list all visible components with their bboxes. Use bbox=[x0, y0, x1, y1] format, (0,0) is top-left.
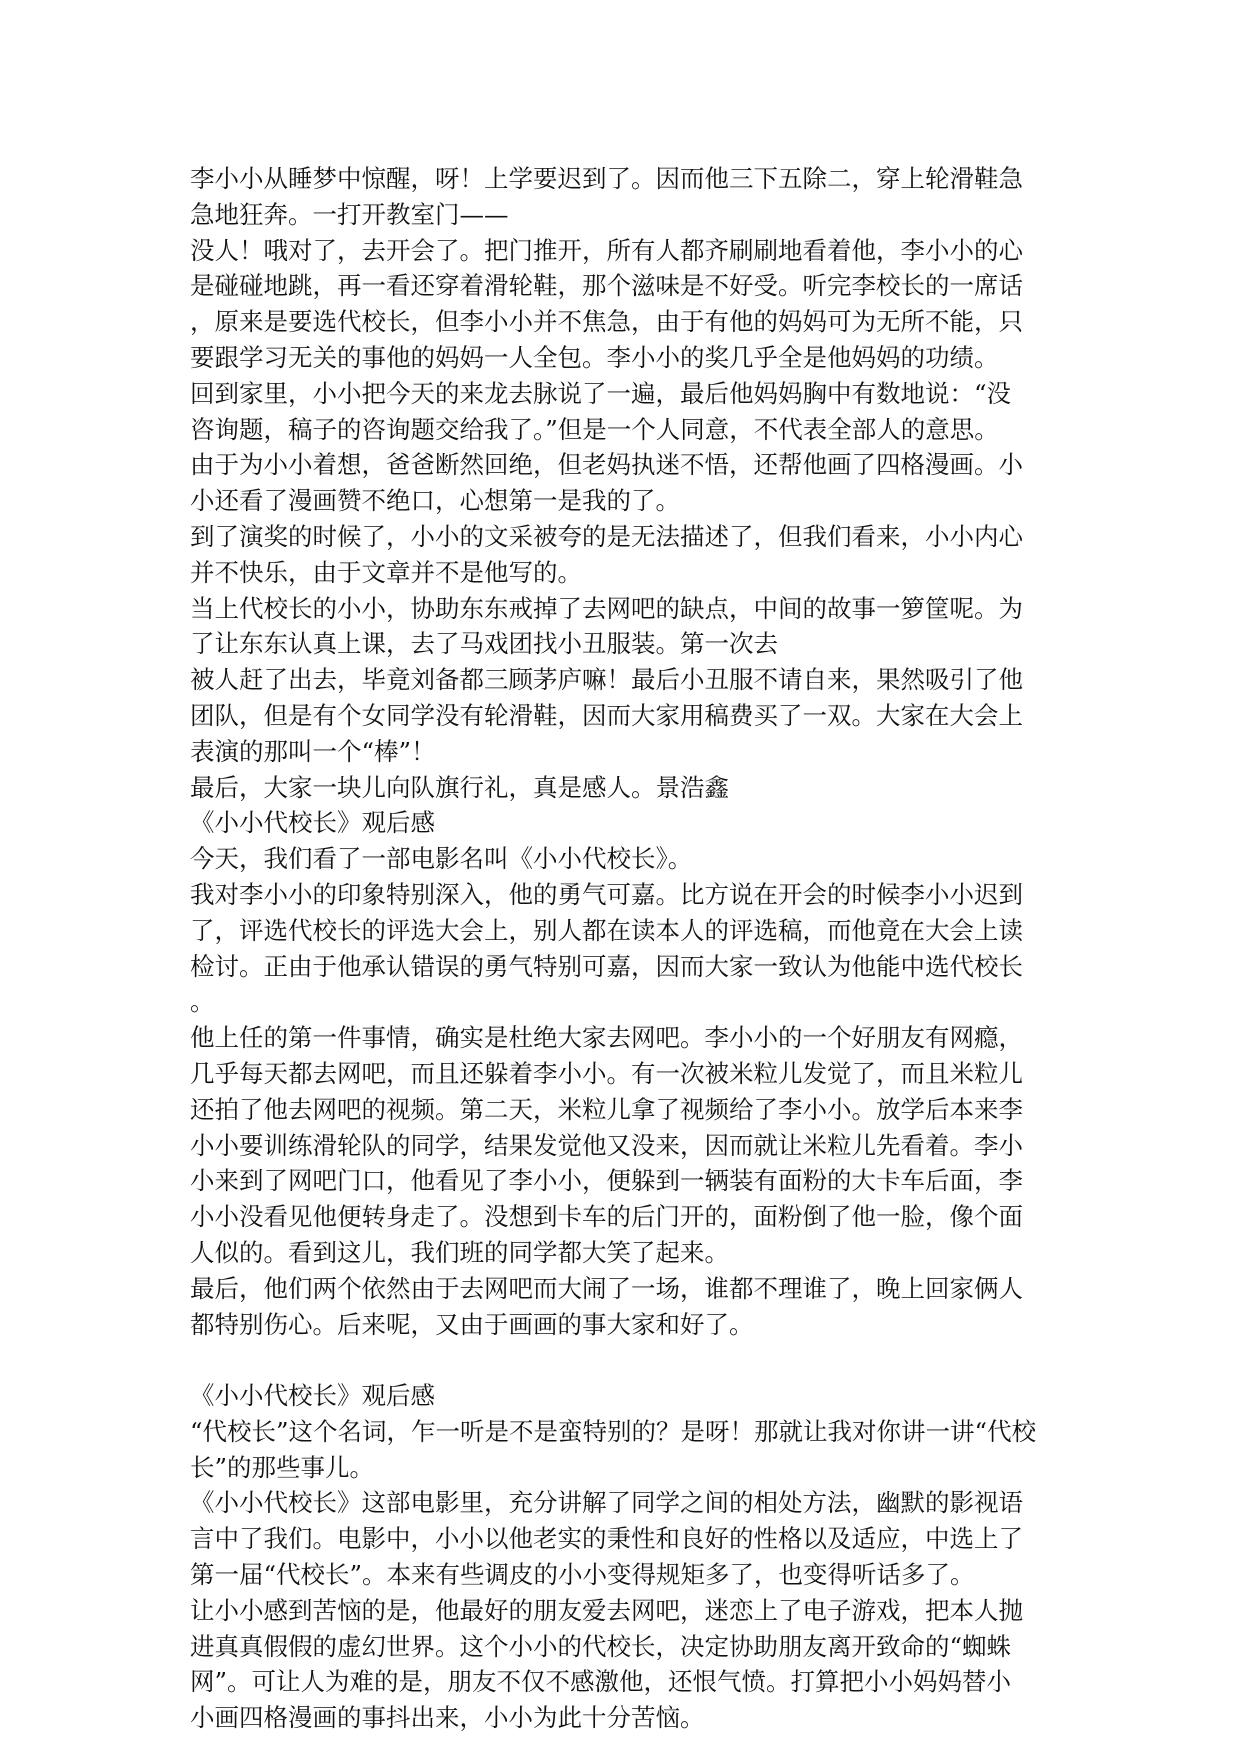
text-line: “代校长”这个名词，乍一听是不是蛮特别的？是呀！那就让我对你讲一讲“代校 bbox=[190, 1416, 1037, 1446]
text-line: 网”。可让人为难的是，朋友不仅不感激他，还恨气愤。打算把小小妈妈替小 bbox=[190, 1667, 1012, 1697]
text-line: 被人赶了出去，毕竟刘备都三顾茅庐嘛！最后小丑服不请自来，果然吸引了他 bbox=[190, 665, 1023, 695]
text-line: 小还看了漫画赞不绝口，心想第一是我的了。 bbox=[190, 486, 680, 516]
text-line: 是碰碰地跳，再一看还穿着滑轮鞋，那个滋味是不好受。听完李校长的一席话 bbox=[190, 271, 1023, 301]
text-line: ，原来是要选代校长，但李小小并不焦急，由于有他的妈妈可为无所不能，只 bbox=[190, 307, 1023, 337]
text-line: 了，评选代校长的评选大会上，别人都在读本人的评选稿，而他竟在大会上读 bbox=[190, 915, 1023, 945]
text-line: 今天，我们看了一部电影名叫《小小代校长》。 bbox=[190, 844, 693, 874]
blank-line bbox=[190, 1342, 1050, 1378]
text-line: 我对李小小的印象特别深入，他的勇气可嘉。比方说在开会的时候李小小迟到 bbox=[190, 879, 1023, 909]
text-line: 。 bbox=[190, 987, 215, 1017]
text-line: 并不快乐，由于文章并不是他写的。 bbox=[190, 557, 582, 587]
text-line: 《小小代校长》这部电影里，充分讲解了同学之间的相处方法，幽默的影视语 bbox=[190, 1488, 1023, 1518]
text-line: 最后，他们两个依然由于去网吧而大闹了一场，谁都不理谁了，晚上回家俩人 bbox=[190, 1273, 1023, 1303]
text-line: 都特别伤心。后来呢，又由于画画的事大家和好了。 bbox=[190, 1309, 754, 1339]
text-line: 小小要训练滑轮队的同学，结果发觉他又没来，因而就让米粒儿先看着。李小 bbox=[190, 1130, 1023, 1160]
text-line: 了让东东认真上课，去了马戏团找小丑服装。第一次去 bbox=[190, 629, 778, 659]
text-line: 人似的。看到这儿，我们班的同学都大笑了起来。 bbox=[190, 1237, 729, 1267]
text-line: 没人！哦对了，去开会了。把门推开，所有人都齐刷刷地看着他，李小小的心 bbox=[190, 235, 1023, 265]
text-line: 几乎每天都去网吧，而且还躲着李小小。有一次被米粒儿发觉了，而且米粒儿 bbox=[190, 1058, 1023, 1088]
text-line: 小来到了网吧门口，他看见了李小小，便躲到一辆装有面粉的大卡车后面，李 bbox=[190, 1166, 1023, 1196]
text-line: 由于为小小着想，爸爸断然回绝，但老妈执迷不悟，还帮他画了四格漫画。小 bbox=[190, 450, 1023, 480]
text-line: 咨询题，稿子的咨询题交给我了。”但是一个人同意，不代表全部人的意思。 bbox=[190, 414, 999, 444]
text-line: 要跟学习无关的事他的妈妈一人全包。李小小的奖几乎全是他妈妈的功绩。 bbox=[190, 342, 999, 372]
text-line: 言中了我们。电影中，小小以他老实的秉性和良好的性格以及适应，中选上了 bbox=[190, 1524, 1023, 1554]
text-line: 小小没看见他便转身走了。没想到卡车的后门开的，面粉倒了他一脸，像个面 bbox=[190, 1202, 1023, 1232]
text-line: 第一届“代校长”。本来有些调皮的小小变得规矩多了，也变得听话多了。 bbox=[190, 1560, 975, 1590]
document-body bbox=[190, 161, 1050, 1736]
text-line: 他上任的第一件事情，确实是杜绝大家去网吧。李小小的一个好朋友有网瘾， bbox=[190, 1023, 1023, 1053]
text-line: 长”的那些事儿。 bbox=[190, 1452, 375, 1482]
text-line: 最后，大家一块儿向队旗行礼，真是感人。景浩鑫 bbox=[190, 772, 729, 802]
text-line: 检讨。正由于他承认错误的勇气特别可嘉，因而大家一致认为他能中选代校长 bbox=[190, 951, 1023, 981]
text-line: 团队，但是有个女同学没有轮滑鞋，因而大家用稿费买了一双。大家在大会上 bbox=[190, 700, 1023, 730]
text-line: 小画四格漫画的事抖出来，小小为此十分苦恼。 bbox=[190, 1703, 705, 1733]
text-line: 当上代校长的小小，协助东东戒掉了去网吧的缺点，中间的故事一箩筐呢。为 bbox=[190, 593, 1023, 623]
text-line: 回到家里，小小把今天的来龙去脉说了一遍，最后他妈妈胸中有数地说：“没 bbox=[190, 378, 1012, 408]
text-line: 到了演奖的时候了，小小的文采被夸的是无法描述了，但我们看来，小小内心 bbox=[190, 521, 1023, 551]
section-title: 《小小代校长》观后感 bbox=[190, 808, 435, 838]
text-line: 让小小感到苦恼的是，他最好的朋友爱去网吧，迷恋上了电子游戏，把本人抛 bbox=[190, 1595, 1023, 1625]
text-line: 进真真假假的虚幻世界。这个小小的代校长，决定协助朋友离开致命的“蜘蛛 bbox=[190, 1631, 1012, 1661]
text-line: 急地狂奔。一打开教室门—— bbox=[190, 199, 509, 229]
section-title: 《小小代校长》观后感 bbox=[190, 1381, 435, 1411]
text-line: 还拍了他去网吧的视频。第二天，米粒儿拿了视频给了李小小。放学后本来李 bbox=[190, 1094, 1023, 1124]
text-line: 李小小从睡梦中惊醒，呀！上学要迟到了。因而他三下五除二，穿上轮滑鞋急 bbox=[190, 164, 1023, 193]
text-line: 表演的那叫一个“棒”！ bbox=[190, 736, 436, 766]
